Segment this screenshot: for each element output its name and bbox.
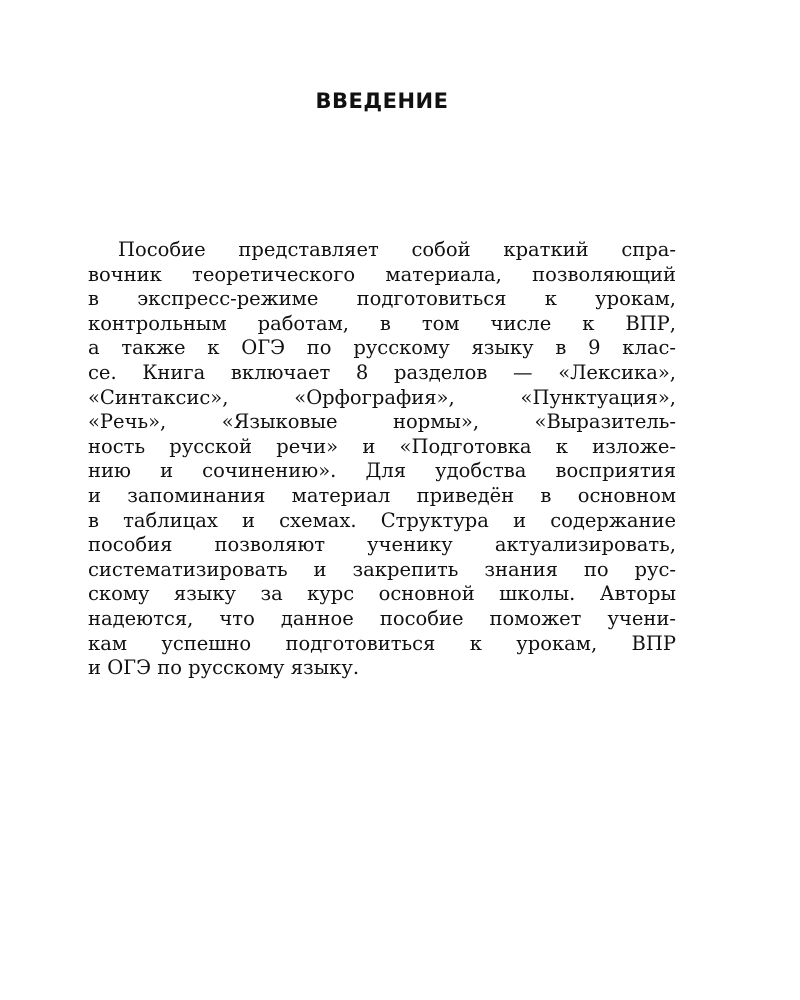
paragraph-line: нию и сочинению». Для удобства восприятия xyxy=(88,459,676,483)
paragraph-line: «Речь», «Языковые нормы», «Выразитель- xyxy=(88,410,676,434)
paragraph-line: систематизировать и закрепить знания по рус- xyxy=(88,557,676,581)
paragraph-line: кам успешно подготовиться к урокам, ВПР xyxy=(88,631,676,655)
paragraph-line: пособия позволяют ученику актуализировать, xyxy=(88,533,676,557)
introduction-paragraph xyxy=(88,238,676,681)
paragraph-line: а также к ОГЭ по русскому языку в 9 клас- xyxy=(88,336,676,360)
paragraph-line: в таблицах и схемах. Структура и содержание xyxy=(88,508,676,532)
paragraph-line: се. Книга включает 8 разделов — «Лексика», xyxy=(88,360,676,384)
paragraph-line: вочник теоретического материала, позволяющий xyxy=(88,262,676,286)
paragraph-line: в экспресс-режиме подготовиться к урокам, xyxy=(88,287,676,311)
paragraph-line: контрольным работам, в том числе к ВПР, xyxy=(88,311,676,335)
paragraph-line: надеются, что данное пособие поможет учени- xyxy=(88,606,676,630)
page-title: ВВЕДЕНИЕ xyxy=(315,89,449,113)
paragraph-line: Пособие представляет собой краткий спра- xyxy=(118,238,676,261)
paragraph-line: «Синтаксис», «Орфография», «Пунктуация», xyxy=(88,385,676,409)
paragraph-line: и ОГЭ по русскому языку. xyxy=(88,656,360,680)
paragraph-line: и запоминания материал приведён в основном xyxy=(88,483,676,507)
paragraph-line: ность русской речи» и «Подготовка к изложе- xyxy=(88,434,676,458)
paragraph-line: скому языку за курс основной школы. Авторы xyxy=(88,582,676,606)
